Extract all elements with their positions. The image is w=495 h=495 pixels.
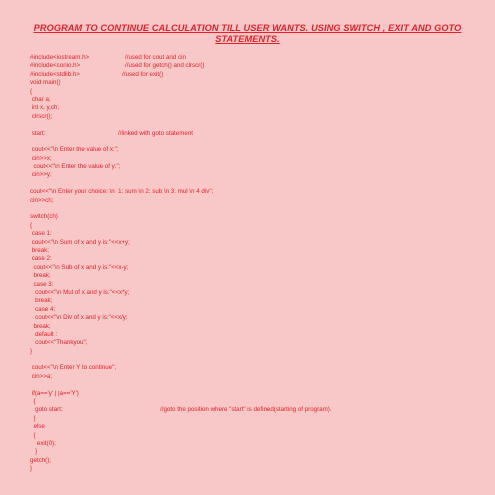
code-line: [30, 432, 470, 440]
code-text: cout<<"\n Sub of x and y is:"<<x-y;: [30, 263, 129, 271]
code-text: start:: [30, 129, 46, 137]
code-text: if(a=='y' | |a=='Y'): [30, 389, 79, 397]
code-blank-line: [30, 356, 470, 364]
code-blank-line: [30, 205, 470, 213]
code-comment: //used for cout and cin: [125, 54, 186, 61]
code-blank-line: [30, 121, 470, 129]
code-text: getch();: [30, 456, 51, 464]
code-text: break;: [30, 246, 49, 254]
code-line: [30, 281, 470, 289]
code-line: [30, 314, 470, 322]
code-line: [30, 71, 470, 79]
code-text: goto start;: [30, 406, 63, 414]
code-line: [30, 440, 470, 448]
code-text: default :: [30, 330, 58, 338]
code-blank-line: [30, 381, 470, 389]
code-text: char a;: [30, 95, 51, 103]
code-line: [30, 423, 470, 431]
code-line: [30, 130, 470, 138]
code-text: }: [30, 465, 33, 473]
code-text: exit(0);: [30, 439, 56, 447]
code-text: {: [30, 398, 36, 406]
code-line: [30, 96, 470, 104]
code-text: case 4:: [30, 305, 56, 313]
code-line: [30, 339, 470, 347]
code-text: cout<<"\n Enter your choice: \n 1: sum \n 2: sub \n 3: mul \n 4 div";: [30, 188, 214, 196]
code-text: cout<<"\n Enter the value of y:";: [30, 163, 121, 171]
code-line: [30, 264, 470, 272]
code-text: clrscr();: [30, 112, 53, 120]
code-line: [30, 306, 470, 314]
code-text: case 2:: [30, 255, 52, 263]
code-blank-line: [30, 138, 470, 146]
code-line: [30, 239, 470, 247]
code-line: [30, 390, 470, 398]
code-line: [30, 146, 470, 154]
code-text: break;: [30, 272, 51, 280]
code-line: [30, 255, 470, 263]
code-line: [30, 79, 470, 87]
code-line: [30, 54, 470, 62]
code-line: [30, 465, 470, 473]
code-text: }: [30, 347, 33, 355]
code-text: int x, y,ch;: [30, 104, 60, 112]
code-line: [30, 171, 470, 179]
code-text: cout<<"\n Sum of x and y is:"<<x+y;: [30, 238, 130, 246]
code-text: cin>>ch;: [30, 196, 54, 204]
code-text: cin>>y;: [30, 171, 52, 179]
code-text: {: [30, 87, 33, 95]
code-line: [30, 289, 470, 297]
code-line: [30, 247, 470, 255]
code-text: break;: [30, 322, 51, 330]
code-text: cout<<"Thankyou";: [30, 339, 88, 347]
code-text: case 1:: [30, 230, 52, 238]
code-line: [30, 163, 470, 171]
code-line: [30, 364, 470, 372]
code-line: [30, 398, 470, 406]
code-line: [30, 323, 470, 331]
code-line: [30, 457, 470, 465]
code-line: [30, 213, 470, 221]
code-comment: //used for getch() and clrscr(): [125, 62, 205, 70]
code-line: [30, 113, 470, 121]
code-text: {: [30, 431, 36, 439]
code-text: #include<stdlib.h>: [30, 70, 80, 78]
code-text: cin>>x;: [30, 154, 52, 162]
code-text: cout<<"\n Enter the value of x:";: [30, 146, 119, 154]
code-text: break;: [30, 297, 53, 305]
code-text: void main(): [30, 79, 61, 87]
code-line: [30, 415, 470, 423]
code-line: [30, 448, 470, 456]
code-line: [30, 406, 470, 414]
code-line: [30, 62, 470, 70]
code-text: cout<<"\n Div of x and y is:"<<x/y;: [30, 314, 128, 322]
code-text: #include<conio.h>: [30, 62, 81, 70]
code-text: else: [30, 423, 45, 431]
code-blank-line: [30, 180, 470, 188]
code-line: [30, 230, 470, 238]
code-line: [30, 297, 470, 305]
code-comment: //linked with goto statement: [118, 129, 193, 137]
code-text: }: [30, 414, 36, 422]
code-comment: //used for exit(): [122, 70, 164, 78]
code-line: [30, 188, 470, 196]
code-line: [30, 222, 470, 230]
code-line: [30, 104, 470, 112]
code-text: cout<<"\n Mul of x and y is:"<<x*y;: [30, 288, 130, 296]
code-comment: //goto the position where "start" is defined(starting of program).: [160, 406, 332, 414]
code-text: switch(ch): [30, 213, 58, 221]
code-line: [30, 348, 470, 356]
code-line: [30, 373, 470, 381]
code-text: }: [30, 448, 38, 456]
code-line: [30, 88, 470, 96]
code-text: #include<iostream.h>: [30, 54, 90, 61]
code-text: {: [30, 221, 33, 229]
code-line: [30, 155, 470, 163]
code-line: [30, 197, 470, 205]
code-line: [30, 331, 470, 339]
document-title-line-1: PROGRAM TO CONTINUE CALCULATION TILL USER WANTS. USING SWITCH , EXIT AND GOTO: [33, 23, 462, 33]
code-line: [30, 272, 470, 280]
document-title-line-2: STATEMENTS.: [215, 34, 280, 44]
code-text: case 3:: [30, 280, 54, 288]
code-text: cin>>a;: [30, 372, 53, 380]
code-text: cout<<"\n Enter Y to continue";: [30, 364, 117, 372]
code-block: [30, 54, 470, 474]
